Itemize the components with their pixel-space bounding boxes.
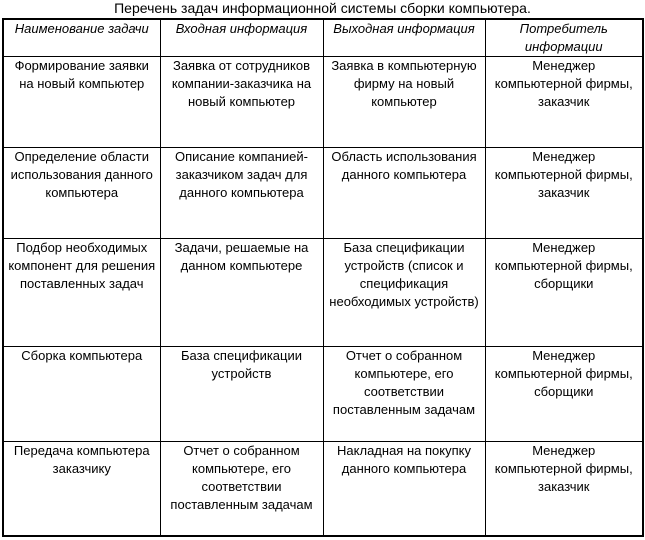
table-row xyxy=(3,347,643,442)
table-cell: Описание компанией-заказчиком задач для данного компьютера xyxy=(160,148,323,239)
table-cell: Менеджер компьютерной фирмы, заказчик xyxy=(485,148,643,239)
table-cell: Передача компьютера заказчику xyxy=(3,442,160,536)
table-cell: Подбор необходимых компонент для решения поставленных задач xyxy=(3,239,160,347)
table-row xyxy=(3,57,643,148)
table-cell: Отчет о собранном компьютере, его соответствии поставленным задачам xyxy=(323,347,485,442)
table-cell: Отчет о собранном компьютере, его соответствии поставленным задачам xyxy=(160,442,323,536)
table-cell: Задачи, решаемые на данном компьютере xyxy=(160,239,323,347)
column-header-task-name: Наименование задачи xyxy=(3,19,160,57)
table-cell: Заявка от сотрудников компании-заказчика на новый компьютер xyxy=(160,57,323,148)
table-cell: Формирование заявки на новый компьютер xyxy=(3,57,160,148)
table-cell: Менеджер компьютерной фирмы, сборщики xyxy=(485,239,643,347)
table-cell: Менеджер компьютерной фирмы, заказчик xyxy=(485,442,643,536)
table-cell: База спецификации устройств (список и спецификация необходимых устройств) xyxy=(323,239,485,347)
table-row xyxy=(3,442,643,536)
table-cell: База спецификации устройств xyxy=(160,347,323,442)
table-cell: Область использования данного компьютера xyxy=(323,148,485,239)
table-cell: Определение области использования данного компьютера xyxy=(3,148,160,239)
tasks-table xyxy=(2,18,644,537)
table-cell: Сборка компьютера xyxy=(3,347,160,442)
table-cell: Менеджер компьютерной фирмы, заказчик xyxy=(485,57,643,148)
table-header-row xyxy=(3,19,643,57)
table-row xyxy=(3,239,643,347)
column-header-output-info: Выходная информация xyxy=(323,19,485,57)
column-header-info-consumer: Потребитель информации xyxy=(485,19,643,57)
column-header-input-info: Входная информация xyxy=(160,19,323,57)
table-row xyxy=(3,148,643,239)
table-cell: Накладная на покупку данного компьютера xyxy=(323,442,485,536)
table-cell: Менеджер компьютерной фирмы, сборщики xyxy=(485,347,643,442)
page-title: Перечень задач информационной системы сборки компьютера. xyxy=(114,0,531,16)
table-cell: Заявка в компьютерную фирму на новый компьютер xyxy=(323,57,485,148)
